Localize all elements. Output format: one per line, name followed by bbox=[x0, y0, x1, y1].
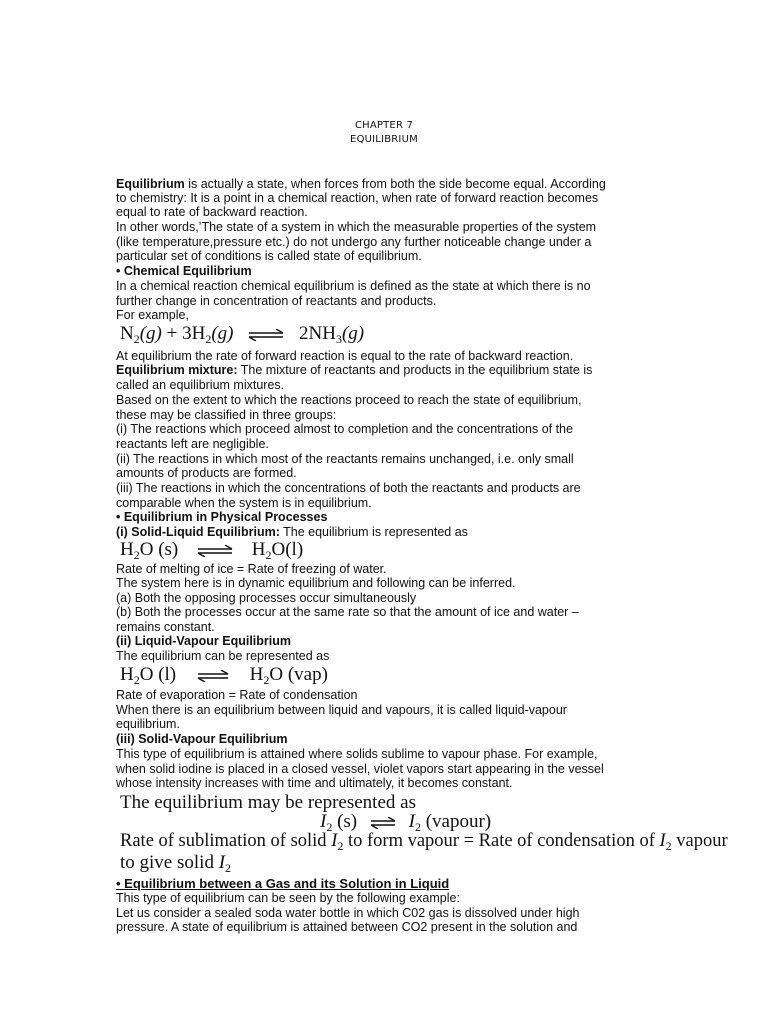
solid-liquid-line bbox=[116, 525, 468, 540]
sv-line-3: whose intensity increases with time and ultimately, it becomes constant. bbox=[116, 776, 513, 790]
sl-eq-h: H bbox=[120, 539, 134, 560]
intro-line-1-text: is actually a state, when forces from both the side become equal. According bbox=[184, 177, 606, 191]
chemical-line-1: In a chemical reaction chemical equilibrium is defined as the state at which there is no bbox=[116, 279, 591, 293]
mixture-line-2: called an equilibrium mixtures. bbox=[116, 378, 285, 392]
sv-eq-left-rest: (s) bbox=[332, 811, 358, 832]
sv-big-3c: vapour bbox=[671, 831, 728, 851]
sv-eq-i-sub: 2 bbox=[326, 820, 333, 834]
intro-line-4: In other words,’The state of a system in which the measurable properties of the system bbox=[116, 220, 597, 234]
gas-line-3: pressure. A state of equilibrium is attained between CO2 present in the solution and bbox=[116, 920, 578, 934]
group-1b: reactants left are negligible. bbox=[116, 437, 269, 451]
chemical-line-3: For example, bbox=[116, 308, 189, 322]
equilibrium-arrows-icon bbox=[195, 670, 231, 682]
sv-big-3-isub: 2 bbox=[337, 839, 344, 853]
sl-eq-h2-sub: 2 bbox=[265, 548, 272, 562]
sv-line-1: This type of equilibrium is attained where solids sublime to vapour phase. For example, bbox=[116, 747, 598, 761]
intro-line-3: equal to rate of backward reaction. bbox=[116, 205, 308, 219]
intro-line-2: to chemistry: It is a point in a chemical reaction, when rate of forward reaction becomes bbox=[116, 191, 599, 205]
sv-line-2: when solid iodine is placed in a closed vessel, violet vapors start appearing in the vessel bbox=[116, 762, 604, 776]
liquid-vapour-equation bbox=[120, 664, 328, 691]
eq-n-sub: 2 bbox=[133, 332, 140, 346]
group-1a: (i) The reactions which proceed almost to completion and the concentrations of the bbox=[116, 422, 573, 436]
eq-h-state: (g) bbox=[211, 323, 234, 344]
equilibrium-arrows-icon bbox=[195, 545, 235, 557]
sv-big-3b: to form vapour = Rate of condensation of bbox=[343, 831, 660, 851]
sv-big-3a: Rate of sublimation of solid bbox=[120, 831, 332, 851]
lv-eq-h: H bbox=[120, 664, 134, 685]
eq-nh: 2NH bbox=[298, 323, 336, 344]
sv-big-3-i2sub: 2 bbox=[665, 839, 672, 853]
eq-h-sub: 2 bbox=[205, 332, 212, 346]
sv-big-3-i: I bbox=[331, 831, 338, 851]
physical-heading: • Equilibrium in Physical Processes bbox=[116, 510, 328, 524]
chapter-title: EQUILIBRIUM bbox=[350, 134, 418, 145]
solid-liquid-text: The equilibrium is represented as bbox=[279, 525, 468, 539]
sl-eq-left-rest: O (s) bbox=[139, 539, 179, 560]
sv-big-line-1: The equilibrium may be represented as bbox=[120, 792, 416, 813]
group-3b: comparable when the system is in equilibrium. bbox=[116, 496, 372, 510]
gas-line-2: Let us consider a sealed soda water bottle in which C02 gas is dissolved under high bbox=[116, 906, 580, 920]
lv-eq-left-rest: O (l) bbox=[139, 664, 177, 685]
eq-n-state: (g) bbox=[139, 323, 162, 344]
ammonia-equation bbox=[120, 323, 364, 350]
mixture-line-1-text: The mixture of reactants and products in the equilibrium state is bbox=[237, 363, 593, 377]
mixture-term: Equilibrium mixture: bbox=[116, 363, 238, 377]
chapter-label: CHAPTER 7 bbox=[354, 120, 414, 131]
intro-term: Equilibrium bbox=[116, 177, 185, 191]
classify-line-2: these may be classified in three groups: bbox=[116, 408, 337, 422]
lv-line-1: The equilibrium can be represented as bbox=[116, 649, 330, 663]
lv-line-2: Rate of evaporation = Rate of condensation bbox=[116, 688, 358, 702]
sv-big-4-i: I bbox=[218, 852, 226, 873]
gas-line-1: This type of equilibrium can be seen by the following example: bbox=[116, 891, 460, 905]
sv-eq-i2: I bbox=[408, 811, 415, 832]
sl-line-5: remains constant. bbox=[116, 620, 215, 634]
sv-big-4a: to give solid bbox=[120, 852, 219, 873]
sv-big-4-isub: 2 bbox=[225, 861, 232, 875]
eq-nh-sub: 3 bbox=[335, 332, 342, 346]
sl-eq-h2: H bbox=[251, 539, 266, 560]
solid-liquid-term: (i) Solid-Liquid Equilibrium: bbox=[116, 525, 280, 539]
sl-eq-h-sub: 2 bbox=[133, 548, 140, 562]
intro-line-1 bbox=[116, 177, 606, 192]
chemical-after-eq: At equilibrium the rate of forward reaction is equal to the rate of backward reaction. bbox=[116, 349, 574, 363]
sl-line-4: (b) Both the processes occur at the same rate so that the amount of ice and water – bbox=[116, 605, 579, 619]
equilibrium-arrows-icon bbox=[246, 329, 286, 341]
chemical-heading: • Chemical Equilibrium bbox=[116, 264, 252, 278]
sl-eq-right-rest: O(l) bbox=[271, 539, 304, 560]
equilibrium-arrows-icon bbox=[368, 817, 398, 829]
sv-big-line-4 bbox=[120, 852, 231, 879]
lv-line-4: equilibrium. bbox=[116, 717, 180, 731]
lv-eq-h2: H bbox=[249, 664, 264, 685]
group-2b: amounts of products are formed. bbox=[116, 466, 297, 480]
sv-eq-i: I bbox=[320, 811, 327, 832]
eq-n: N bbox=[120, 323, 134, 344]
group-2a: (ii) The reactions in which most of the reactants remains unchanged, i.e. only small bbox=[116, 452, 574, 466]
sv-eq-i2-sub: 2 bbox=[414, 820, 421, 834]
intro-line-5: (like temperature,pressure etc.) do not undergo any further noticeable change under a bbox=[116, 235, 592, 249]
sl-line-1: Rate of melting of ice = Rate of freezing of water. bbox=[116, 562, 387, 576]
chemical-line-2: further change in concentration of reactants and products. bbox=[116, 294, 437, 308]
eq-nh-state: (g) bbox=[341, 323, 365, 344]
gas-heading: • Equilibrium between a Gas and its Solution in Liquid bbox=[116, 876, 450, 891]
classify-line-1: Based on the extent to which the reactions proceed to reach the state of equilibrium, bbox=[116, 393, 582, 407]
lv-eq-right-rest: O (vap) bbox=[269, 664, 328, 685]
lv-eq-h-sub: 2 bbox=[133, 673, 140, 687]
lv-eq-h2-sub: 2 bbox=[263, 673, 270, 687]
group-3a: (iii) The reactions in which the concentrations of both the reactants and products are bbox=[116, 481, 581, 495]
eq-plus-h: + 3H bbox=[161, 323, 206, 344]
lv-heading: (ii) Liquid-Vapour Equilibrium bbox=[116, 634, 291, 648]
sl-line-2: The system here is in dynamic equilibrium and following can be inferred. bbox=[116, 576, 516, 590]
sl-line-3: (a) Both the opposing processes occur simultaneously bbox=[116, 591, 417, 605]
sv-heading: (iii) Solid-Vapour Equilibrium bbox=[116, 732, 288, 746]
mixture-line-1 bbox=[116, 363, 592, 378]
intro-line-6: particular set of conditions is called state of equilibrium. bbox=[116, 249, 422, 263]
lv-line-3: When there is an equilibrium between liquid and vapours, it is called liquid-vapour bbox=[116, 703, 567, 717]
sv-eq-right-rest: (vapour) bbox=[420, 811, 492, 832]
sv-big-3-i2: I bbox=[659, 831, 666, 851]
